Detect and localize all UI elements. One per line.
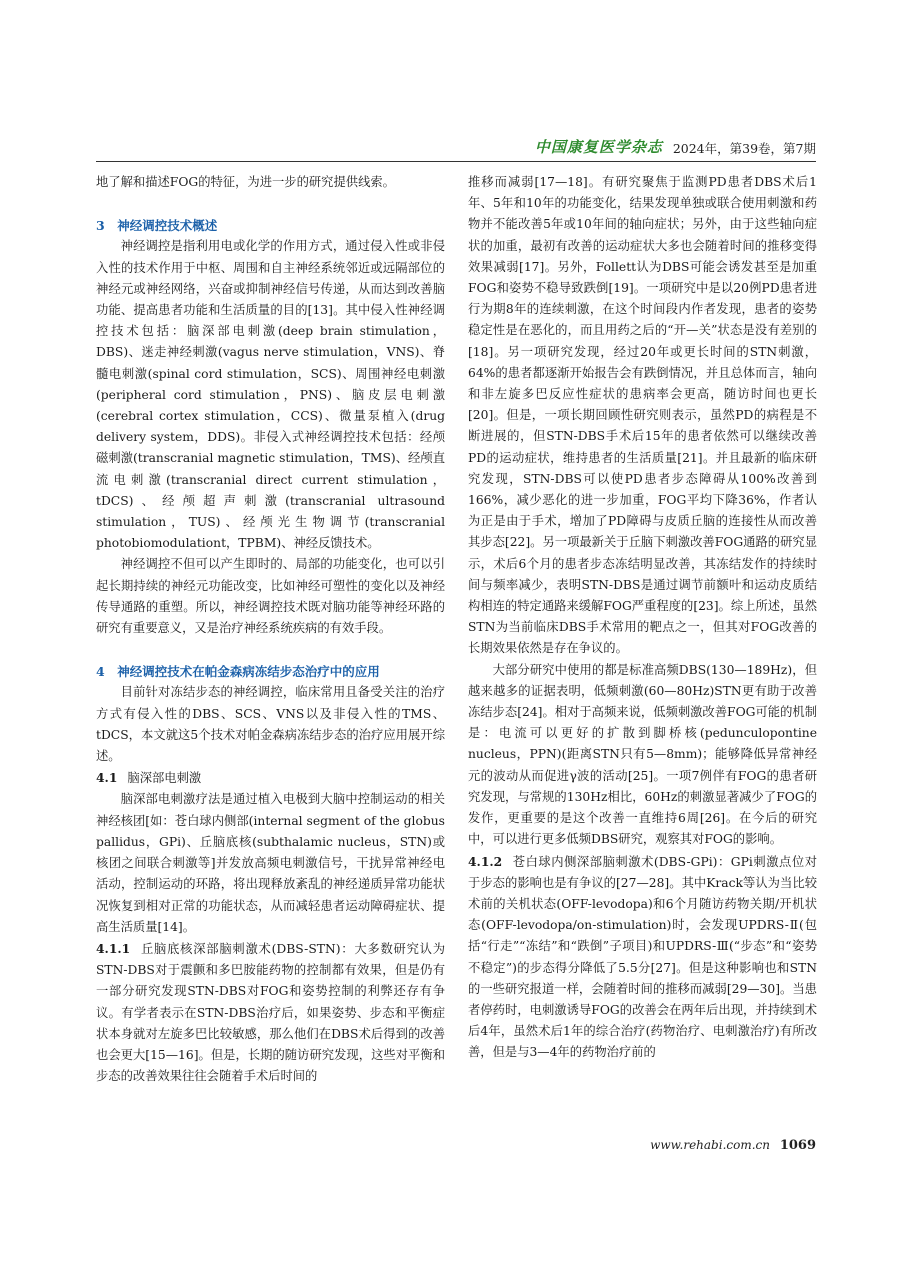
- subsection-number: 4.1.1: [96, 940, 131, 956]
- page-footer: [650, 1138, 816, 1153]
- paragraph: 推移而减弱[17—18]。有研究聚焦于监测PD患者DBS术后1年、5年和10年的功能变化，结果发现单独或联合使用刺激和药物并不能改善5年或10年间的轴向症状；另外，由于这些轴向症状的加重，最初有改善的运动症状大多也会随着时间的推移变得效果减弱[17]。另外，Follett认为DBS可能会诱发甚至是加重FOG和姿势不稳导致跌倒[19]。一项研究中是以20例PD患者进行为期8年的连续刺激，在这个时间段内作者发现，患者的姿势稳定性是在恶化的，而且用药之后的“开—关”状态是没有差别的[18]。另一项研究发现，经过20年或更长时间的STN刺激，64%的患者都逐渐开始报告会有跌倒情况，并且总体而言，轴向和非左旋多巴反应性症状的患病率会更高，随访时间也更长[20]。但是，一项长期回顾性研究则表示，虽然PD的病程是不断进展的，但STN-DBS手术后15年的患者依然可以继续改善PD的运动症状，维持患者的生活质量[21]。并且最新的临床研究发现，STN-DBS可以使PD患者步态障碍从100%改善到166%，减少恶化的进一步加重，FOG平均下降36%，作者认为正是由于手术，增加了PD障碍与皮质丘脑的连接性从而改善其步态[22]。另一项最新关于丘脑下刺激改善FOG通路的研究显示，术后6个月的患者步态冻结明显改善，其冻结发作的持续时间与频率减少，表明STN-DBS是通过调节前额叶和运动皮质结构相连的特定通路来缓解FOG严重程度的[23]。综上所述，虽然STN为当前临床DBS手术常用的靶点之一，但其对FOG改善的长期效果依然是存在争议的。: [468, 175, 817, 656]
- subsection-number: 4.1: [96, 770, 118, 786]
- paragraph-text: 丘脑底核深部脑刺激术(DBS-STN)：大多数研究认为STN-DBS对于震颤和多巴胺能药物的控制都有效果，但是仍有一部分研究发现STN-DBS对FOG和姿势控制的利弊还存有争议。有学者表示在STN-DBS治疗后，如果姿势、步态和平衡症状本身就对左旋多巴比较敏感，那么他们在DBS术后得到的改善也会更大[15—16]。但是，长期的随访研究发现，这些对平衡和步态的改善效果往往会随着手术后时间的: [96, 941, 445, 1084]
- journal-logo: 中国康复医学杂志: [534, 138, 663, 156]
- page-header: [96, 136, 816, 162]
- journal-url[interactable]: www.rehabi.com.cn: [650, 1138, 770, 1152]
- section-title: 3 神经调控技术概述: [96, 218, 218, 234]
- paragraph: 神经调控是指利用电或化学的作用方式，通过侵入性或非侵入性的技术作用于中枢、周围和自主神经系统邻近或远隔部位的神经元或神经网络，兴奋或抑制神经信号传递，从而达到改善脑功能、提高患者功能和生活质量的目的[13]。其中侵入性神经调控技术包括：脑深部电刺激(deep brain stimulation，DBS)、迷走神经刺激(vagus nerve stimulation，VNS)、脊髓电刺激(spinal cord stimulation，SCS)、周围神经电刺激(peripheral cord stimulation，PNS)、脑皮层电刺激(cerebral cortex stimulation，CCS)、微量泵植入(drug delivery system，DDS)。非侵入式神经调控技术包括：经颅磁刺激(transcranial magnetic stimulation，TMS)、经颅直流电刺激(transcranial direct current stimulation，tDCS)、经颅超声刺激(transcranial ultrasound stimulation，TUS)、经颅光生物调节(transcranial photobiomodulationt，TPBM)、神经反馈技术。: [96, 239, 445, 551]
- right-column: [468, 172, 817, 1064]
- paragraph-text: 苍白球内侧深部脑刺激术(DBS-GPi)：GPi刺激点位对于步态的影响也是有争议的[27—28]。其中Krack等认为当比较术前的关机状态(OFF-levodopa)和6个月随访药物关期/开机状态(OFF-levodopa/on-stimulation)时，会发现UPDRS-Ⅱ(包括“行走”“冻结”和“跌倒”子项目)和UPDRS-Ⅲ(“步态”和“姿势不稳定”)的步态得分降低了5.5分[27]。但是这种影响也和STN的一些研究报道一样，会随着时间的推移而减弱[29—30]。当患者停药时，电刺激诱导FOG的改善会在两年后出现，并持续到术后4年，虽然术后1年的综合治疗(药物治疗、电刺激治疗)有所改善，但是与3—4年的药物治疗前的: [468, 854, 817, 1060]
- issue-info: 2024年，第39卷，第7期: [672, 141, 816, 156]
- spacer: [96, 193, 445, 215]
- paragraph: [468, 851, 817, 1064]
- paragraph: 地了解和描述FOG的特征，为进一步的研究提供线索。: [96, 175, 395, 189]
- paragraph: 神经调控不但可以产生即时的、局部的功能变化，也可以引起长期持续的神经元功能改变，比如神经可塑性的变化以及神经传导通路的重塑。所以，神经调控技术既对脑功能等神经环路的研究有重要意义，又是治疗神经系统疾病的有效手段。: [96, 557, 445, 636]
- paragraph: 脑深部电刺激疗法是通过植入电极到大脑中控制运动的相关神经核团[如：苍白球内侧部(internal segment of the globus pallidus，GPi)、丘脑底核(subthalamic nucleus，STN)或核团之间联合刺激等]并发放高频电刺激信号，干扰异常神经电活动，控制运动的环路，将出现释放紊乱的神经递质异常功能状况恢复到相对正常的功能状态，从而减轻患者运动障碍症状、提高生活质量[14]。: [96, 792, 445, 934]
- paragraph: [96, 938, 445, 1087]
- section-title: 4 神经调控技术在帕金森病冻结步态治疗中的应用: [96, 664, 380, 680]
- subsection-title: 脑深部电刺激: [127, 771, 202, 786]
- page-number: 1069: [779, 1138, 816, 1153]
- subsection-number: 4.1.2: [468, 853, 503, 869]
- subsection-heading: [96, 767, 445, 789]
- spacer: [96, 639, 445, 661]
- paragraph: 目前针对冻结步态的神经调控，临床常用且备受关注的治疗方式有侵入性的DBS、SCS、VNS以及非侵入性的TMS、tDCS，本文就这5个技术对帕金森病冻结步态的治疗应用展开综述。: [96, 685, 445, 764]
- left-column: [96, 172, 445, 1087]
- paragraph: 大部分研究中使用的都是标准高频DBS(130—189Hz)，但越来越多的证据表明，低频刺激(60—80Hz)STN更有助于改善冻结步态[24]。相对于高频来说，低频刺激改善FOG可能的机制是：电流可以更好的扩散到脚桥核(pedunculopontine nucleus，PPN)(距离STN只有5—8mm)；能够降低异常神经元的波动从而促进γ波的活动[25]。一项7例伴有FOG的患者研究发现，与常规的130Hz相比，60Hz的刺激显著减少了FOG的发作，更重要的是这个改善一直维持6周[26]。在今后的研究中，可以进行更多低频DBS研究，观察其对FOG的影响。: [468, 662, 817, 847]
